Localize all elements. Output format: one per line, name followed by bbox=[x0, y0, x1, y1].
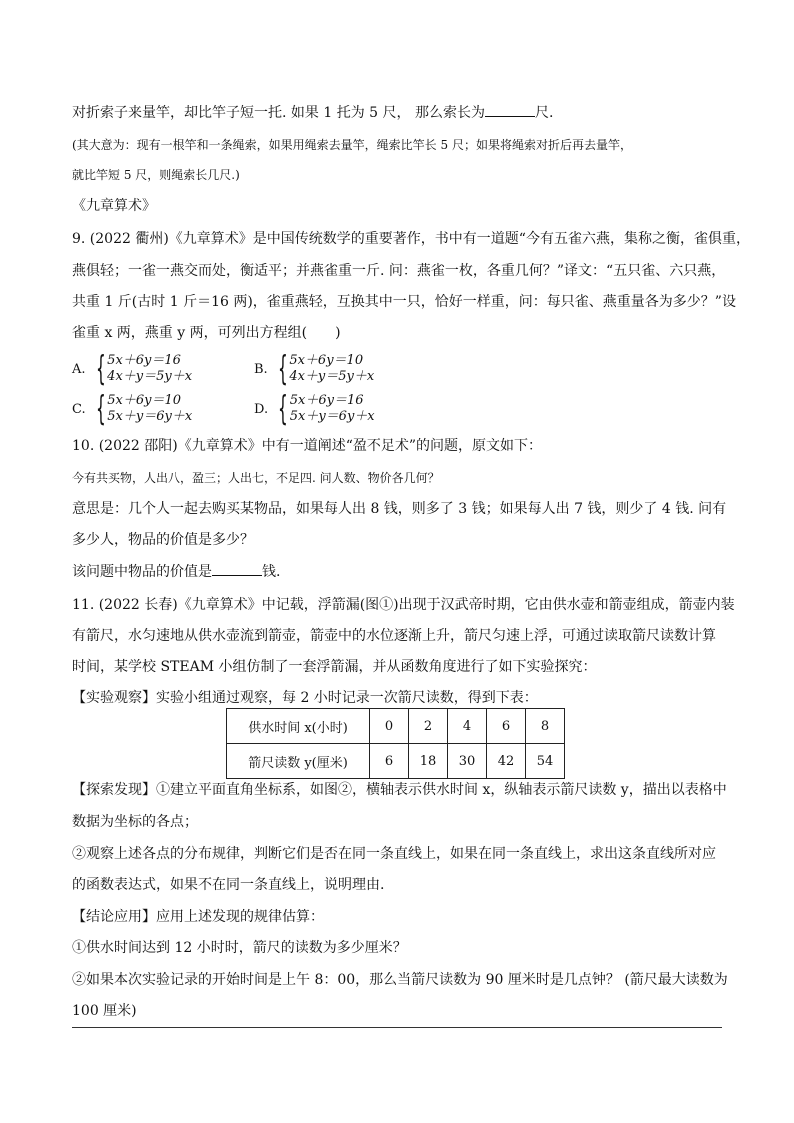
question-11-line: 11. (2022 长春)《九章算术》中记载，浮箭漏(图①)出现于汉武帝时期，它由供水壶和箭壶组成，箭壶内装 bbox=[72, 597, 735, 613]
question-11-line: 的函数表达式，如果不在同一条直线上，说明理由. bbox=[72, 877, 385, 893]
table-header-cell: 供水时间 x(小时) bbox=[227, 709, 370, 744]
question-11-line: 【结论应用】应用上述发现的规律估算： bbox=[72, 909, 324, 925]
table-cell: 30 bbox=[448, 744, 487, 779]
table-cell: 4 bbox=[448, 709, 487, 744]
brace-icon: { bbox=[277, 349, 288, 389]
equation: 4x＋y＝5y＋x bbox=[107, 369, 193, 384]
answer-blank[interactable] bbox=[212, 563, 262, 576]
question-11-line: 100 厘米) bbox=[72, 1003, 137, 1019]
table-header-cell: 箭尺读数 y(厘米) bbox=[227, 744, 370, 779]
question-9-line: 雀重 x 两，燕重 y 两，可列出方程组( ) bbox=[72, 325, 341, 341]
text-line: (其大意为：现有一根竿和一条绳索，如果用绳索去量竿，绳索比竿长 5 尺；如果将绳索对折后再去量竿， bbox=[72, 138, 632, 152]
table-cell: 2 bbox=[409, 709, 448, 744]
question-11-line: ②如果本次实验记录的开始时间是上午 8：00，那么当箭尺读数为 90 厘米时是几点钟？ (箭尺最大读数为 bbox=[72, 972, 728, 988]
table-cell: 42 bbox=[487, 744, 526, 779]
footer-divider bbox=[72, 1027, 722, 1028]
question-11-line: 【实验观察】实验小组通过观察，每 2 小时记录一次箭尺读数，得到下表： bbox=[72, 690, 538, 706]
option-d[interactable] bbox=[254, 389, 375, 429]
question-10-line: 10. (2022 邵阳)《九章算术》中有一道阐述“盈不足术”的问题，原文如下： bbox=[72, 438, 543, 454]
text-fragment: 该问题中物品的价值是 bbox=[72, 564, 212, 580]
table-row bbox=[227, 709, 565, 744]
brace-icon: { bbox=[278, 389, 288, 429]
answer-blank[interactable] bbox=[485, 104, 535, 117]
question-9-line: 燕俱轻；一雀一燕交而处，衡适平；并燕雀重一斤. 问：燕雀一枚，各重几何？”译文：“五只雀、六只燕， bbox=[72, 263, 726, 279]
question-11-line: 数据为坐标的各点； bbox=[72, 814, 198, 830]
equation: 5x＋6y＝16 bbox=[107, 353, 181, 368]
option-a[interactable] bbox=[72, 349, 193, 389]
table-cell: 6 bbox=[487, 709, 526, 744]
option-b[interactable] bbox=[254, 349, 375, 389]
table-cell: 54 bbox=[526, 744, 565, 779]
text-fragment: 对折索子来量竿，却比竿子短一托. 如果 1 托为 5 尺， 那么索长为 bbox=[72, 105, 485, 121]
option-label: D. bbox=[254, 401, 269, 417]
equation: 5x＋6y＝16 bbox=[289, 393, 364, 408]
data-table bbox=[226, 708, 565, 779]
table-row bbox=[227, 744, 565, 779]
equation: 5x＋y＝6y＋x bbox=[289, 409, 375, 424]
brace-icon: { bbox=[95, 389, 106, 429]
text-fragment: 钱. bbox=[262, 564, 281, 580]
equation: 5x＋6y＝10 bbox=[107, 393, 182, 408]
option-c[interactable] bbox=[72, 389, 193, 429]
question-9-line: 9. (2022 衢州)《九章算术》是中国传统数学的重要著作，书中有一道题“今有五雀六燕，集称之衡，雀俱重， bbox=[72, 231, 750, 247]
equation: 4x＋y＝5y＋x bbox=[289, 369, 375, 384]
question-11-line: 时间，某学校 STEAM 小组仿制了一套浮箭漏，并从函数角度进行了如下实验探究： bbox=[72, 659, 597, 675]
question-10-line: 今有共买物，人出八，盈三；人出七，不足四. 问人数、物价各几何？ bbox=[72, 471, 440, 485]
question-11-line: 有箭尺，水匀速地从供水壶流到箭壶，箭壶中的水位逐渐上升，箭尺匀速上浮，可通过读取箭尺读数计算 bbox=[72, 628, 716, 644]
table-cell: 18 bbox=[409, 744, 448, 779]
option-label: B. bbox=[254, 361, 268, 377]
equation: 5x＋y＝6y＋x bbox=[107, 409, 193, 424]
question-10-line bbox=[72, 562, 280, 582]
section-title: 《九章算术》 bbox=[72, 198, 156, 214]
text-fragment: 尺. bbox=[534, 105, 554, 121]
question-9-line: 共重 1 斤(古时 1 斤＝16 两)，雀重燕轻，互换其中一只，恰好一样重，问：每只雀、燕重量各为多少？”设 bbox=[72, 294, 736, 310]
text-line bbox=[72, 103, 553, 123]
option-label: A. bbox=[72, 361, 86, 377]
equation: 5x＋6y＝10 bbox=[289, 353, 364, 368]
text-line: 就比竿短 5 尺，则绳索长几尺.) bbox=[72, 168, 240, 182]
table-cell: 8 bbox=[526, 709, 565, 744]
brace-icon: { bbox=[95, 349, 106, 389]
option-label: C. bbox=[72, 401, 86, 417]
question-11-line: 【探索发现】①建立平面直角坐标系，如图②，横轴表示供水时间 x，纵轴表示箭尺读数 y，描出以表格中 bbox=[72, 782, 727, 798]
table-cell: 0 bbox=[370, 709, 409, 744]
question-11-line: ②观察上述各点的分布规律，判断它们是否在同一条直线上，如果在同一条直线上，求出这条直线所对应 bbox=[72, 846, 716, 862]
question-10-line: 多少人，物品的价值是多少？ bbox=[72, 532, 254, 548]
question-10-line: 意思是：几个人一起去购买某物品，如果每人出 8 钱，则多了 3 钱；如果每人出 7 钱，则少了 4 钱. 问有 bbox=[72, 501, 727, 517]
question-11-line: ①供水时间达到 12 小时时，箭尺的读数为多少厘米？ bbox=[72, 940, 407, 956]
table-cell: 6 bbox=[370, 744, 409, 779]
